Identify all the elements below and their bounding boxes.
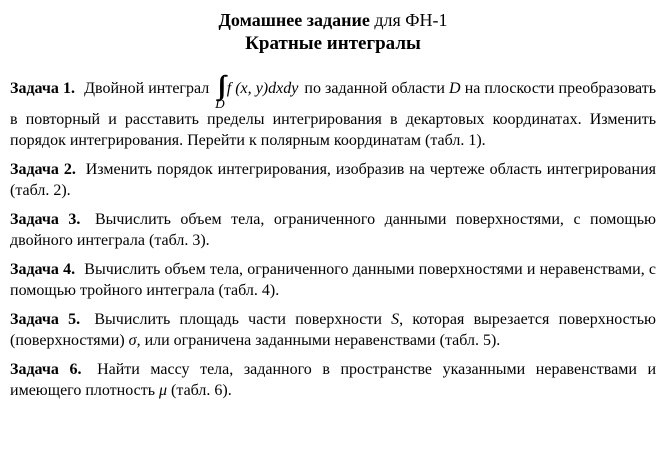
double-integral-formula <box>215 70 299 111</box>
task-1-post-text: на плоскости преобразовать в повторный и расставить пределы интегрирования в декартовых координатах. Изменить порядок интегрирования. Перейти к полярным координатам (табл. 1). <box>10 80 657 149</box>
task-4-text: Вычислить объем тела, ограниченного данными поверхностями и неравенствами, с помощью тройного интеграла (табл. 4). <box>10 261 657 299</box>
task-6-paragraph <box>10 359 656 401</box>
task-1-paragraph <box>10 70 657 151</box>
task-6-text-2: (табл. 6). <box>171 382 232 399</box>
task-6-label: Задача 6. <box>10 361 82 378</box>
document-header <box>10 9 656 56</box>
task-5-text-3: , или ограничена заданными неравенствами (табл. 5). <box>136 332 501 349</box>
page-subtitle: Кратные интегралы <box>245 33 421 54</box>
task-2-text: Изменить порядок интегрирования, изобразив на чертеже область интегрирования (табл. 2). <box>10 161 657 199</box>
task-5-text-2: , которая вырезается поверхностью (поверхностями) <box>10 311 657 349</box>
sigma-variable: σ <box>128 332 137 349</box>
page-title-regular: для ФН-1 <box>369 10 448 30</box>
surface-variable: S <box>391 311 400 328</box>
domain-variable: D <box>449 80 461 97</box>
task-2-paragraph <box>10 159 656 201</box>
page-title-bold: Домашнее задание <box>218 10 370 30</box>
mu-variable: μ <box>159 382 168 399</box>
task-6-text-1: Найти массу тела, заданного в пространстве указанными неравенствами и имеющего плотность <box>10 361 657 399</box>
task-3-label: Задача 3. <box>10 211 81 228</box>
task-5-text-1: Вычислить площадь части поверхности <box>94 311 382 328</box>
task-2-label: Задача 2. <box>10 161 76 178</box>
task-5-label: Задача 5. <box>10 311 81 328</box>
task-3-text: Вычислить объем тела, ограниченного данными поверхностями, с помощью двойного интеграла (табл. 3). <box>10 211 657 249</box>
task-3-paragraph <box>10 209 656 251</box>
task-1-label: Задача 1. <box>10 80 75 97</box>
task-1-pre-text: Двойной интеграл <box>84 80 210 97</box>
double-integral-sign <box>215 70 225 111</box>
task-5-paragraph <box>10 309 656 351</box>
page-title <box>10 9 656 32</box>
task-1-mid-text: по заданной области <box>304 80 445 97</box>
task-4-label: Задача 4. <box>10 261 76 278</box>
integral-glyph: ∫∫ <box>217 70 221 100</box>
integral-domain-label: D <box>215 96 225 111</box>
task-4-paragraph <box>10 259 656 301</box>
integrand-expression: f (x, y)dxdy <box>226 80 299 97</box>
